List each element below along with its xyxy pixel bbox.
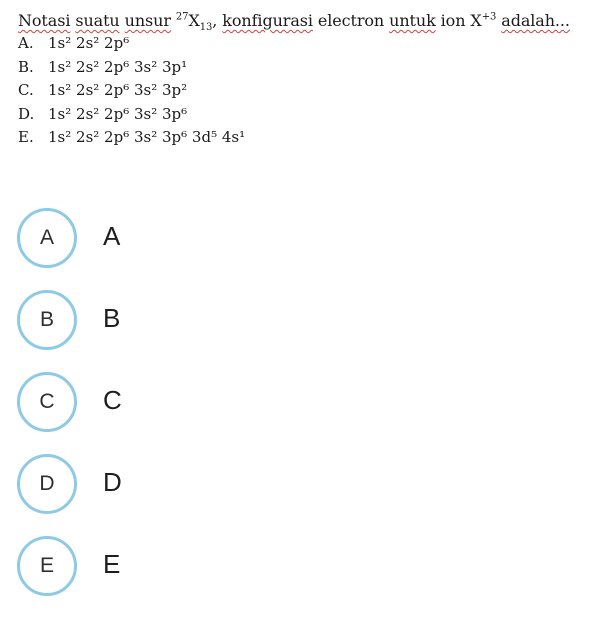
option-letter: A. xyxy=(18,34,34,52)
option-letter: E. xyxy=(18,128,34,146)
option-letter: D. xyxy=(18,104,35,123)
option-line xyxy=(18,56,588,80)
question-block xyxy=(18,10,588,150)
element-symbol: X xyxy=(188,11,200,30)
option-letter: C. xyxy=(18,81,34,99)
ion-charge: +3 xyxy=(481,11,497,23)
option-line xyxy=(18,32,588,56)
atomic-number: 13 xyxy=(199,22,213,34)
choice-label[interactable]: D xyxy=(103,467,122,497)
option-text: 1s² 2s² 2p⁶ 3s² 3p¹ xyxy=(48,57,188,76)
option-line xyxy=(18,103,588,127)
option-line xyxy=(18,126,588,150)
q-word: konfigurasi xyxy=(222,11,313,30)
choice-label[interactable]: A xyxy=(103,221,121,251)
choice-circle[interactable]: D xyxy=(17,454,77,514)
q-word: ion X xyxy=(435,11,482,30)
option-text: 1s² 2s² 2p⁶ xyxy=(48,34,130,52)
q-word: untuk xyxy=(389,11,436,30)
option-text: 1s² 2s² 2p⁶ 3s² 3p⁶ 3d⁵ 4s¹ xyxy=(48,128,246,146)
option-letter: B. xyxy=(18,57,34,76)
q-word: Notasi xyxy=(18,11,71,30)
q-word: unsur xyxy=(124,11,171,30)
choice-circle[interactable]: C xyxy=(17,372,77,432)
choice-label[interactable]: C xyxy=(103,385,122,415)
q-word: adalah... xyxy=(501,11,570,30)
option-text: 1s² 2s² 2p⁶ 3s² 3p⁶ xyxy=(48,104,188,123)
q-word: suatu xyxy=(75,11,120,30)
choice-circle[interactable]: B xyxy=(17,290,77,350)
option-text: 1s² 2s² 2p⁶ 3s² 3p² xyxy=(48,81,188,99)
choice-label[interactable]: E xyxy=(103,549,121,579)
choice-circle[interactable]: A xyxy=(17,208,77,268)
mass-number: 27 xyxy=(175,11,189,23)
question-text: Notasi suatu unsur $^{27}X_{13}$, konfigurasi electron untuk ion $X^{+3}$ adalah... xyxy=(18,11,570,34)
choice-circle[interactable]: E xyxy=(17,536,77,596)
option-line xyxy=(18,79,588,103)
q-word: electron xyxy=(312,11,390,30)
choice-label[interactable]: B xyxy=(103,303,121,333)
